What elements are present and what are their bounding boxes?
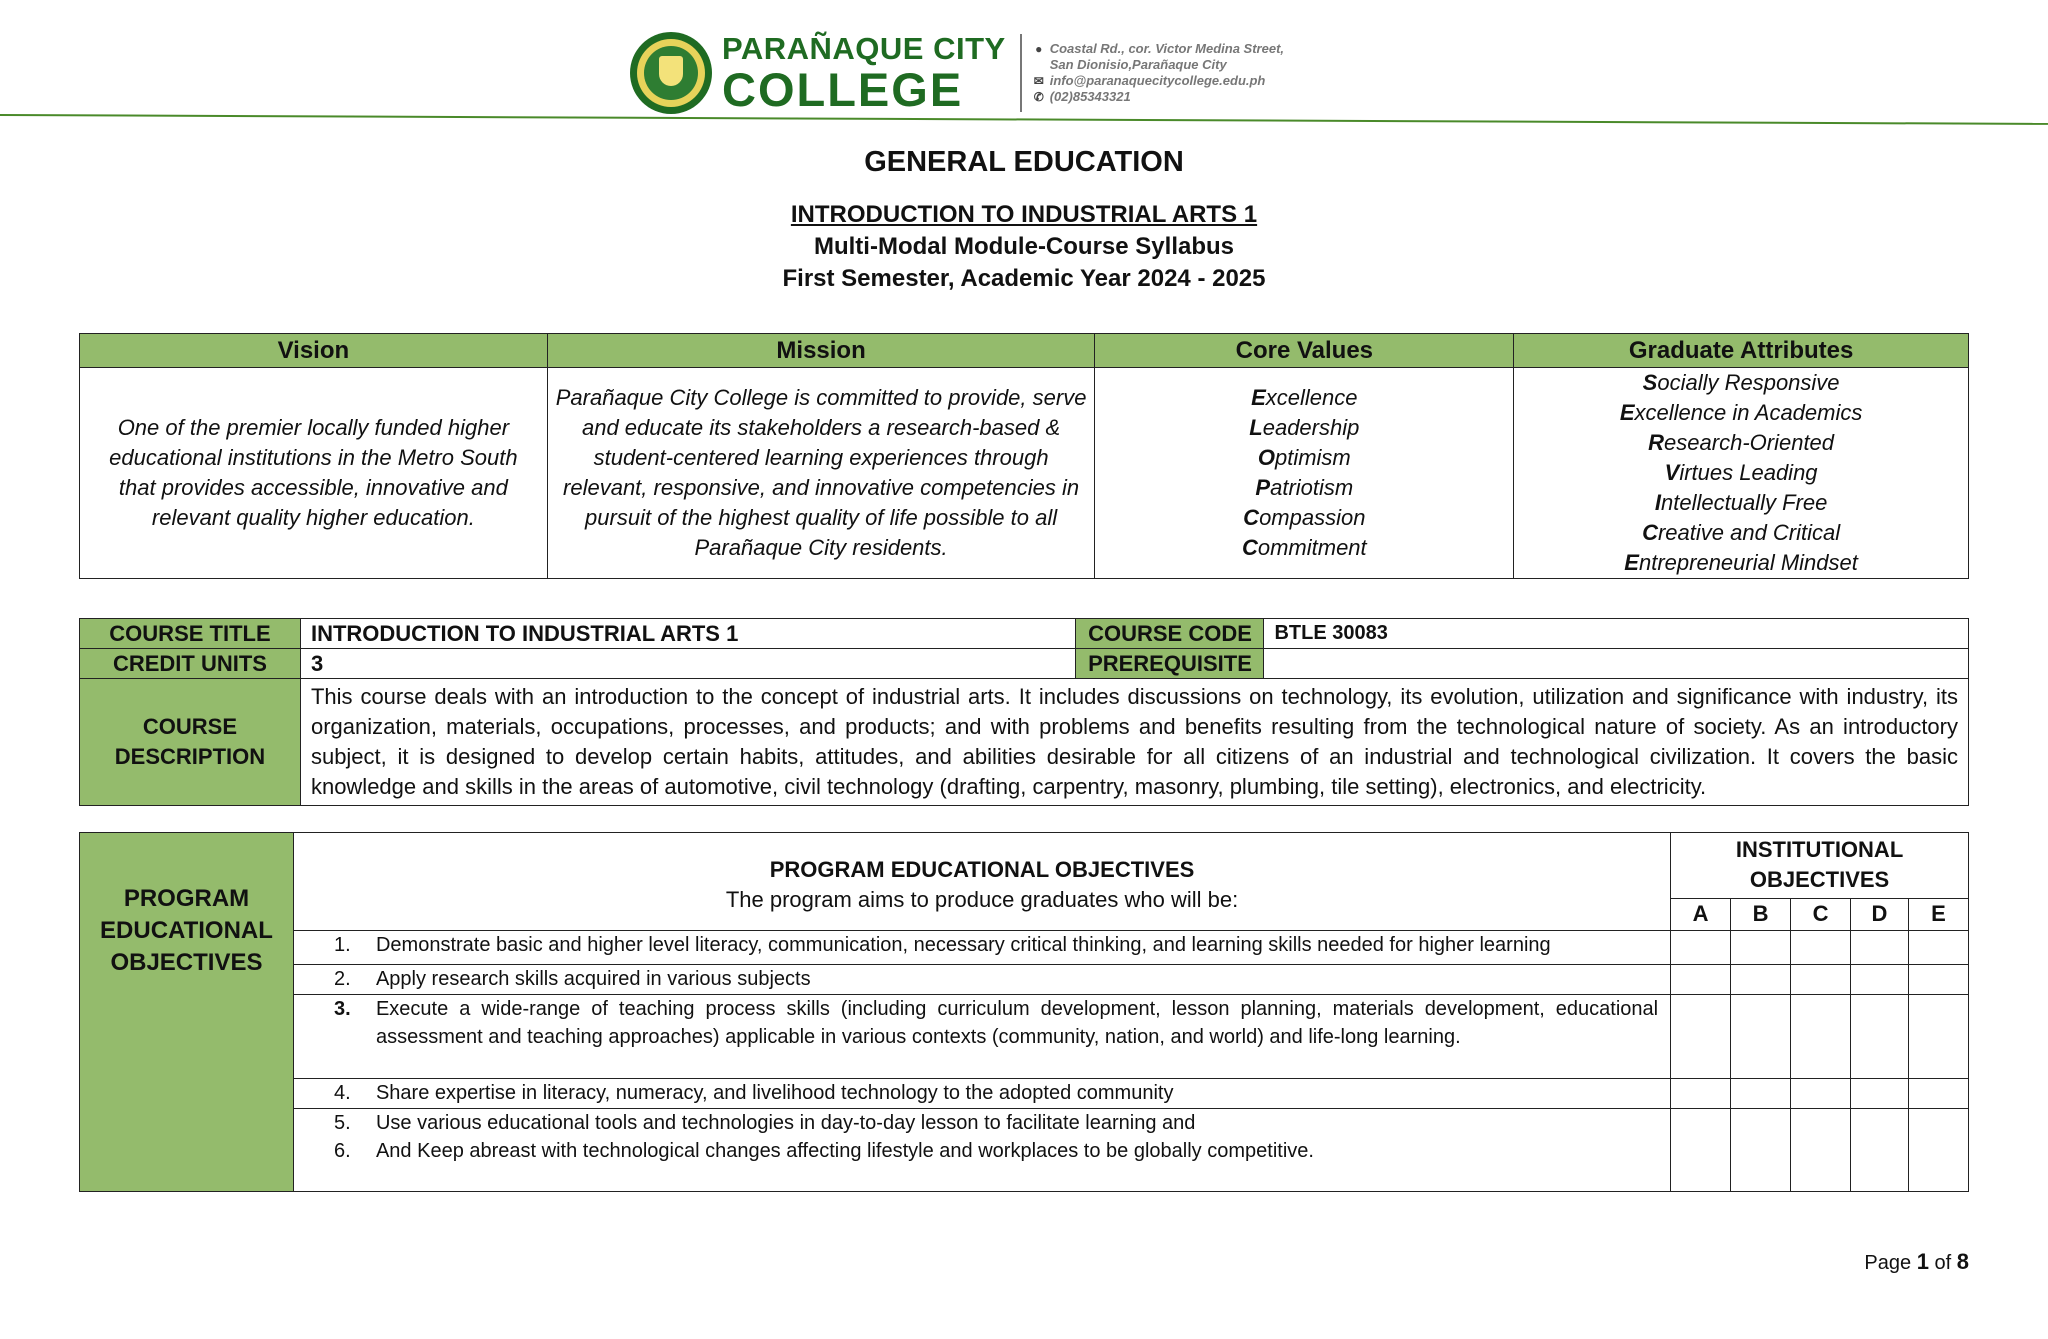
graduate-attribute-item: Excellence in Academics [1619,400,1863,425]
vision-header: Vision [80,334,548,368]
page-number: Page 1 of 8 [1864,1249,1969,1274]
graduate-attributes-list [1514,368,1969,579]
table-row [80,1109,1969,1192]
io-col-b: B [1731,898,1791,930]
term-heading: First Semester, Academic Year 2024 - 2025 [782,265,1266,292]
objective-item: 2. Apply research skills acquired in various subjects [293,965,1670,995]
institutional-objectives-header: INSTITUTIONAL OBJECTIVES [1671,833,1969,899]
college-name-line2: COLLEGE [722,63,964,116]
table-row [80,931,1969,965]
core-value-item: Patriotism [1255,475,1354,500]
vmgo-table [79,333,1969,579]
course-title-label: COURSE TITLE [80,619,301,649]
mission-header: Mission [547,334,1095,368]
objective-item: 1. Demonstrate basic and higher level literacy, communication, necessary critical thinking, and learning skills needed for higher learning [293,931,1670,965]
email-text: info@paranaquecitycollege.edu.ph [1049,73,1266,88]
graduate-attribute-item: Intellectually Free [1654,490,1828,515]
core-value-item: Excellence [1251,385,1358,410]
credit-units-value: 3 [300,649,1076,679]
location-pin-icon: ● [1035,42,1043,56]
prerequisite-label: PREREQUISITE [1076,649,1264,679]
course-code-value: BTLE 30083 [1264,619,1969,649]
io-col-c: C [1791,898,1851,930]
core-value-item: Optimism [1257,445,1351,470]
table-row [80,1079,1969,1109]
graduate-attribute-item: Socially Responsive [1642,370,1840,395]
college-wordmark [722,31,1006,116]
core-value-item: Leadership [1249,415,1360,440]
graduate-attribute-item: Creative and Critical [1642,520,1841,545]
table-row [80,995,1969,1079]
contact-block [1034,41,1284,105]
graduate-attribute-item: Virtues Leading [1664,460,1818,485]
department-title: GENERAL EDUCATION [864,146,1184,178]
peo-side-label: PROGRAM EDUCATIONAL OBJECTIVES [80,833,294,1192]
credit-units-label: CREDIT UNITS [80,649,301,679]
course-description-label: COURSE DESCRIPTION [80,679,301,806]
address-line1: Coastal Rd., cor. Victor Medina Street, [1049,41,1285,56]
phone-text: (02)85343321 [1049,89,1131,104]
core-value-item: Commitment [1241,535,1367,560]
peo-intro: The program aims to produce graduates who will be: [725,886,1239,912]
program-objectives-table [79,832,1969,1192]
course-code-label: COURSE CODE [1076,619,1264,649]
college-seal-icon [630,32,712,114]
io-col-e: E [1908,898,1968,930]
graduate-attributes-header: Graduate Attributes [1514,334,1969,368]
objective-item-group: 5. Use various educational tools and technologies in day-to-day lesson to facilitate learning and 6. And Keep abreast with technological changes affecting lifestyle and workplaces to be globally competitive. [293,1109,1670,1192]
core-values-list [1095,368,1514,579]
io-col-a: A [1671,898,1731,930]
objective-item: 3. Execute a wide-range of teaching process skills (including curriculum development, lesson planning, materials development, educational assessment and teaching approaches) applicable in various contexts (community, nation, and world) and life-long learning. [293,995,1670,1079]
course-heading: INTRODUCTION TO INDUSTRIAL ARTS 1 [790,201,1258,228]
college-name-line1: PARAÑAQUE CITY [722,31,1006,66]
course-info-table [79,618,1969,806]
table-row [80,965,1969,995]
syllabus-subtitle: Multi-Modal Module-Course Syllabus [813,233,1234,260]
college-logo [630,32,1284,114]
course-title-value: INTRODUCTION TO INDUSTRIAL ARTS 1 [300,619,1076,649]
graduate-attribute-item: Research-Oriented [1648,430,1835,455]
graduate-attribute-item: Entrepreneurial Mindset [1624,550,1858,575]
letterhead [0,0,2048,130]
header-divider [1020,34,1022,112]
core-value-item: Compassion [1243,505,1366,530]
vision-text: One of the premier locally funded higher educational institutions in the Metro South that provides accessible, innovative and relevant quality higher education. [80,368,548,579]
mission-text: Parañaque City College is committed to provide, serve and educate its stakeholders a research-based & student-centered learning experiences through relevant, responsive, and innovative competencies in pursuit of the highest quality of life possible to all Parañaque City residents. [547,368,1095,579]
envelope-icon: ✉ [1033,74,1044,88]
core-values-header: Core Values [1095,334,1514,368]
header-rule [0,114,2048,125]
io-col-d: D [1851,898,1909,930]
peo-heading-cell [293,833,1670,931]
objective-item: 4. Share expertise in literacy, numeracy, and livelihood technology to the adopted community [293,1079,1670,1109]
phone-icon: ✆ [1033,90,1044,104]
address-line2: San Dionisio,Parañaque City [1049,57,1227,72]
prerequisite-value [1264,649,1969,679]
peo-heading: PROGRAM EDUCATIONAL OBJECTIVES [769,856,1195,882]
course-description-text: This course deals with an introduction to the concept of industrial arts. It includes discussions on technology, its evolution, utilization and significance with industry, its organization, materials, occupations, processes, and products; and with problems and benefits resulting from the technological nature of society. As an introductory subject, it is designed to develop certain habits, attitudes, and abilities desirable for all citizens of an industrial and technological civilization. It covers the basic knowledge and skills in the areas of automotive, civil technology (drafting, carpentry, masonry, plumbing, tile setting), electronics, and electricity. [300,679,1968,806]
